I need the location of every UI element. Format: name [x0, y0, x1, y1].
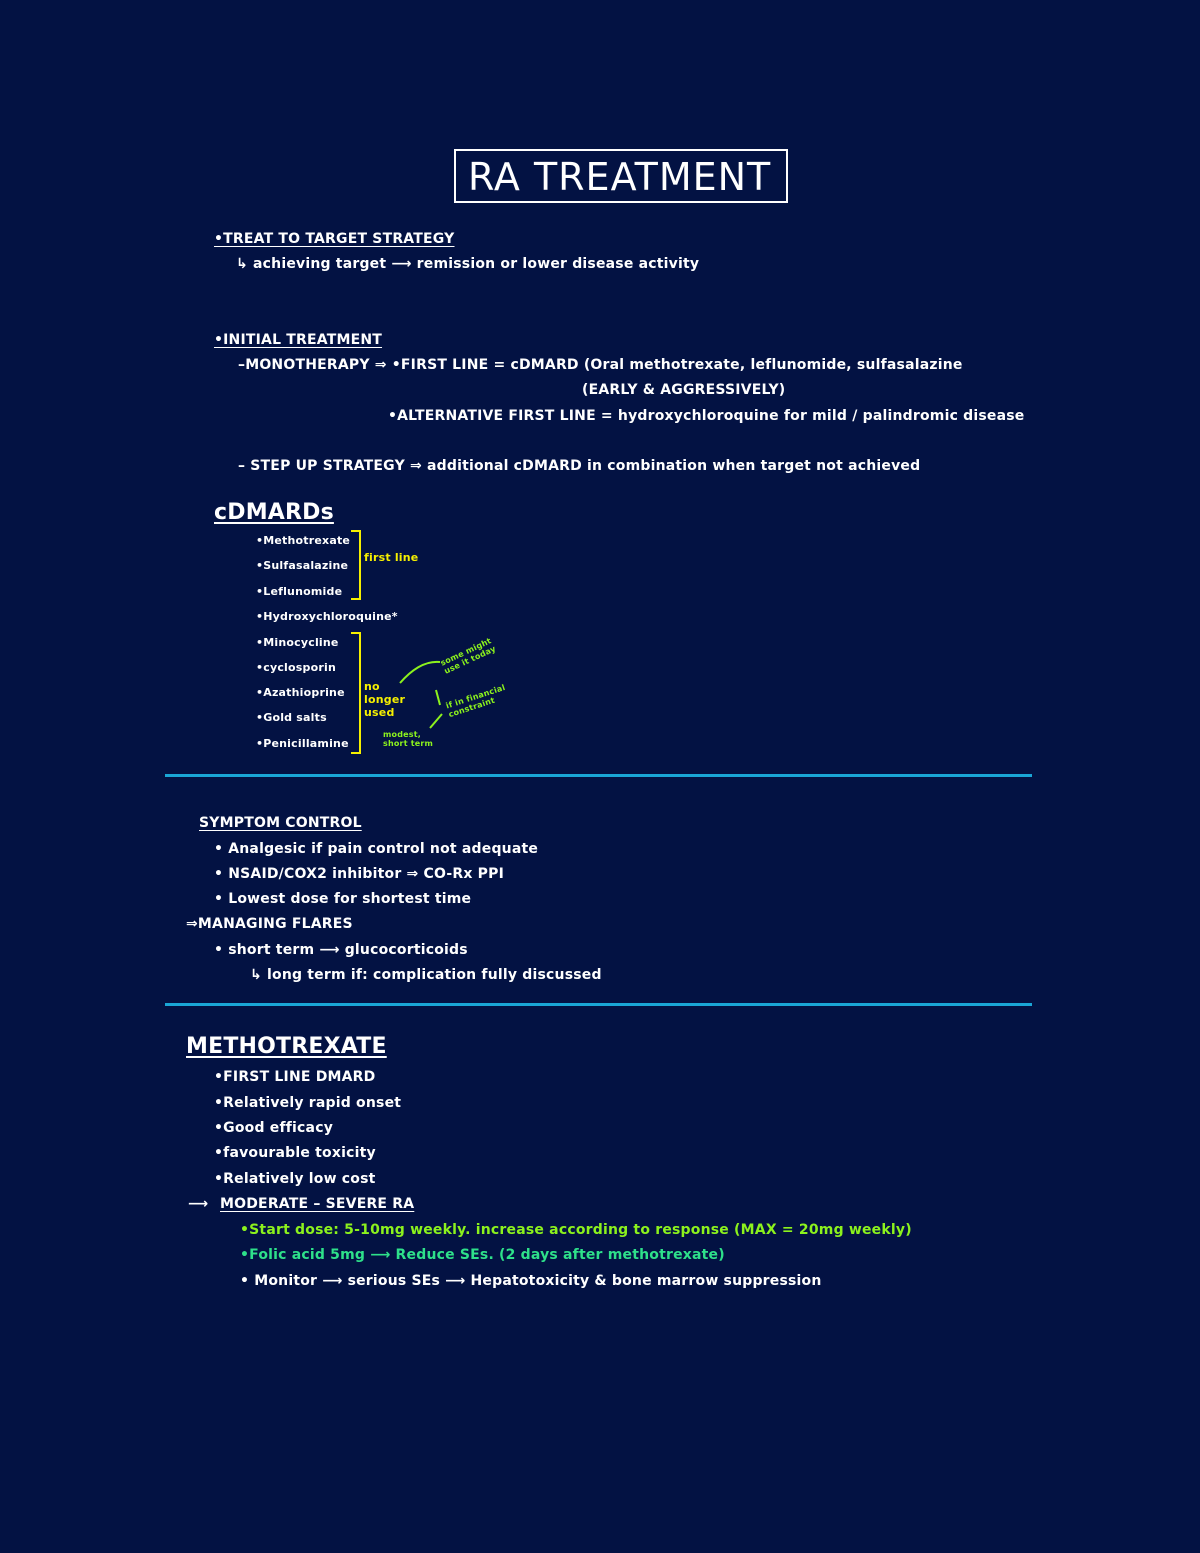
green-note-financial: if in financial constraint [444, 682, 507, 720]
cdmard-item: •Penicillamine [256, 737, 349, 750]
treat-to-target-line: ↳ achieving target ⟶ remission or lower disease activity [236, 256, 700, 272]
methotrexate-item: •FIRST LINE DMARD [214, 1069, 376, 1085]
methotrexate-item: •Good efficacy [214, 1120, 334, 1136]
monotherapy-line: –MONOTHERAPY ⇒ •FIRST LINE = cDMARD (Oral methotrexate, leflunomide, sulfasalazine [238, 357, 963, 373]
green-note-short-term: modest, short term [383, 730, 434, 748]
first-line-note: first line [364, 551, 419, 564]
cdmard-item: •Hydroxychloroquine* [256, 610, 398, 623]
managing-flares-heading: ⇒MANAGING FLARES [186, 916, 353, 932]
folic-acid-line: •Folic acid 5mg ⟶ Reduce SEs. (2 days after methotrexate) [240, 1247, 725, 1263]
methotrexate-heading: METHOTREXATE [186, 1034, 387, 1059]
green-note-today: some might use it today [439, 636, 498, 676]
methotrexate-item: •Relatively low cost [214, 1171, 376, 1187]
early-aggressively-line: (EARLY & AGGRESSIVELY) [582, 382, 786, 398]
divider [165, 1003, 1032, 1006]
symptom-item: • Analgesic if pain control not adequate [214, 841, 539, 857]
symptom-control-heading: SYMPTOM CONTROL [199, 815, 362, 831]
alternative-first-line: •ALTERNATIVE FIRST LINE = hydroxychloroquine for mild / palindromic disease [388, 408, 1025, 424]
divider [165, 774, 1032, 777]
arrow-icon: ⟶ [188, 1196, 209, 1212]
cdmard-item: •cyclosporin [256, 661, 336, 674]
symptom-item: • NSAID/COX2 inhibitor ⇒ CO-Rx PPI [214, 866, 504, 882]
treat-to-target-heading: •TREAT TO TARGET STRATEGY [214, 231, 455, 247]
step-up-line: – STEP UP STRATEGY ⇒ additional cDMARD in combination when target not achieved [238, 458, 921, 474]
moderate-severe-heading: MODERATE – SEVERE RA [220, 1196, 415, 1212]
monitor-line: • Monitor ⟶ serious SEs ⟶ Hepatotoxicity & bone marrow suppression [240, 1273, 822, 1289]
cdmards-heading: cDMARDs [214, 500, 334, 525]
cdmard-item: •Leflunomide [256, 585, 343, 598]
page-title: RA TREATMENT [468, 155, 772, 199]
cdmard-item: •Sulfasalazine [256, 559, 349, 572]
no-longer-used-note: no longer used [364, 680, 406, 719]
methotrexate-item: •favourable toxicity [214, 1145, 376, 1161]
cdmard-item: •Azathioprine [256, 686, 345, 699]
methotrexate-item: •Relatively rapid onset [214, 1095, 402, 1111]
symptom-item: • Lowest dose for shortest time [214, 891, 472, 907]
cdmard-item: •Methotrexate [256, 534, 351, 547]
start-dose-line: •Start dose: 5-10mg weekly. increase according to response (MAX = 20mg weekly) [240, 1222, 912, 1238]
initial-treatment-heading: •INITIAL TREATMENT [214, 332, 383, 348]
cdmard-item: •Gold salts [256, 711, 327, 724]
cdmard-item: •Minocycline [256, 636, 339, 649]
flares-sub-item: ↳ long term if: complication fully discussed [250, 967, 602, 983]
flares-item: • short term ⟶ glucocorticoids [214, 942, 468, 958]
